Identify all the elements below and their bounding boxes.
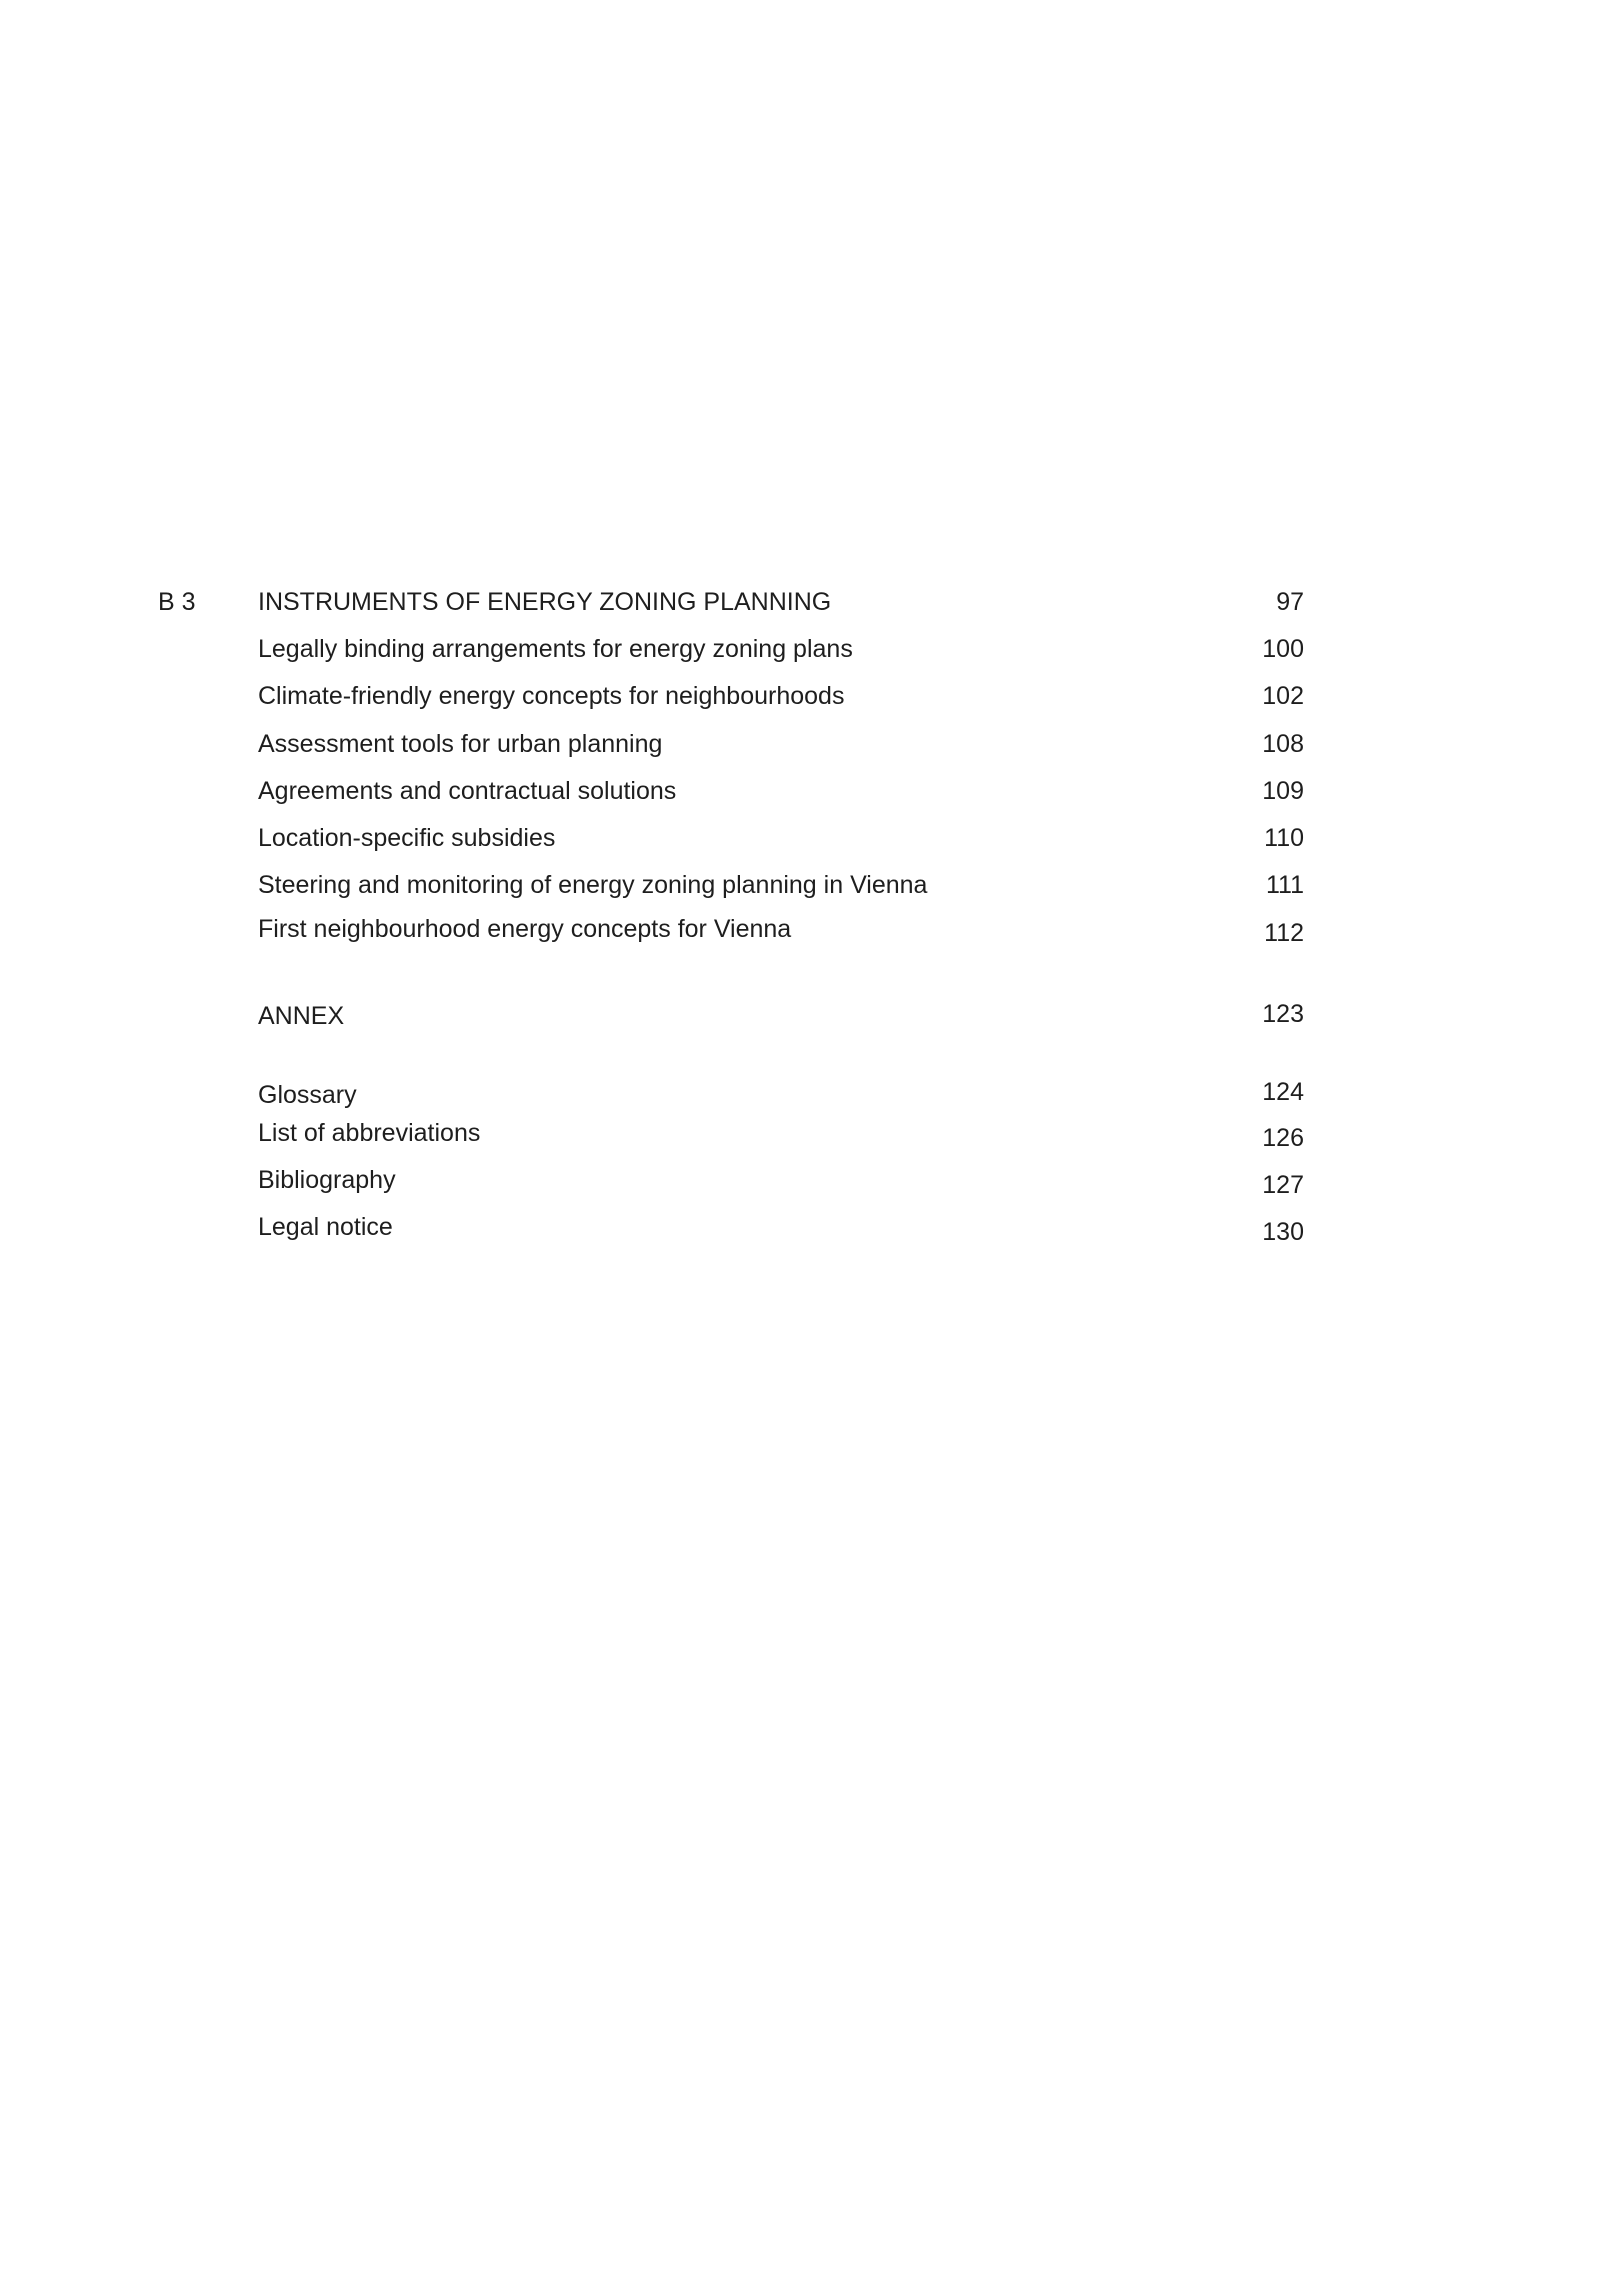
annex-page-number: 123 (1262, 1000, 1304, 1028)
toc-entry[interactable] (0, 911, 1614, 947)
toc-entry-page: 102 (1262, 682, 1304, 710)
toc-entry-page: 108 (1262, 730, 1304, 758)
toc-entry-page: 124 (1262, 1078, 1304, 1106)
toc-entry-page: 111 (1265, 871, 1304, 899)
toc-entry[interactable] (0, 1074, 1614, 1110)
section-number: B 3 (158, 588, 196, 616)
toc-entry-page: 109 (1262, 777, 1304, 805)
toc-annex-heading[interactable] (0, 996, 1614, 1032)
toc-entry-title: Climate-friendly energy concepts for neighbourhoods (258, 682, 845, 710)
toc-entry-title: List of abbreviations (258, 1119, 481, 1147)
toc-entry-title: Legally binding arrangements for energy zoning plans (258, 635, 853, 663)
toc-entry-title: Location-specific subsidies (258, 824, 556, 852)
toc-entry-page: 100 (1262, 635, 1304, 663)
annex-title: ANNEX (258, 1002, 345, 1030)
toc-entry[interactable] (0, 773, 1614, 809)
toc-entry-page: 130 (1262, 1218, 1304, 1246)
toc-entry[interactable] (0, 1209, 1614, 1245)
toc-entry-title: Legal notice (258, 1213, 393, 1241)
toc-entry[interactable] (0, 1162, 1614, 1198)
toc-entry-page: 126 (1262, 1124, 1304, 1152)
toc-entry[interactable] (0, 631, 1614, 667)
toc-entry-title: Assessment tools for urban planning (258, 730, 663, 758)
toc-entry-title: Agreements and contractual solutions (258, 777, 677, 805)
toc-entry-title: First neighbourhood energy concepts for Vienna (258, 915, 792, 943)
toc-entry[interactable] (0, 820, 1614, 856)
toc-entry-title: Bibliography (258, 1166, 396, 1194)
toc-entry-page: 127 (1262, 1171, 1304, 1199)
toc-entry[interactable] (0, 678, 1614, 714)
section-title: INSTRUMENTS OF ENERGY ZONING PLANNING (258, 588, 832, 616)
toc-entry[interactable] (0, 867, 1614, 903)
toc-entry[interactable] (0, 1115, 1614, 1151)
toc-entry-page: 110 (1264, 824, 1304, 852)
toc-section-heading[interactable] (0, 584, 1614, 620)
toc-entry-title: Glossary (258, 1081, 357, 1109)
toc-entry-page: 112 (1264, 919, 1304, 947)
section-page-number: 97 (1276, 588, 1304, 616)
toc-entry-title: Steering and monitoring of energy zoning planning in Vienna (258, 871, 928, 899)
toc-entry[interactable] (0, 726, 1614, 762)
